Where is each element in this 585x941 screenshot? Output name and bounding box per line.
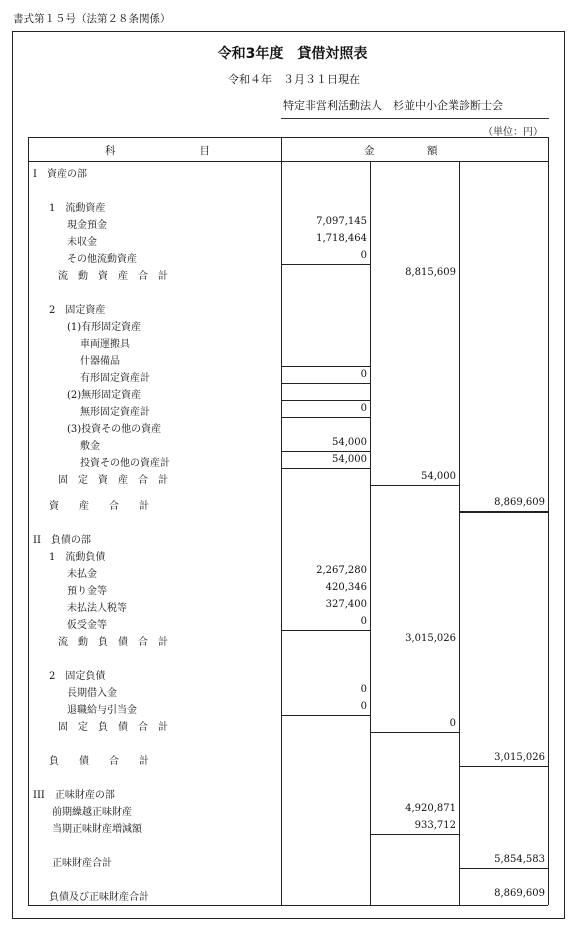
grid-vline (370, 161, 371, 905)
row-label: 長期借入金 (67, 688, 117, 699)
grid-hline (459, 868, 548, 869)
organization-name: 特定非営利活動法人 杉並中小企業診断士会 (283, 99, 503, 112)
row-label: その他流動資産 (67, 254, 137, 265)
row-label: 1 流動資産 (49, 203, 106, 214)
grid-hline (281, 417, 370, 418)
row-label: (1)有形固定資産 (67, 322, 142, 333)
header-account: 科 目 (105, 145, 210, 157)
row-label: 無形固定資産計 (80, 407, 150, 418)
grid-vline (281, 137, 282, 905)
grid-hline (28, 905, 548, 906)
amount-c3: 3,015,026 (494, 752, 545, 763)
amount-c2: 0 (449, 718, 456, 729)
row-label: 車両運搬具 (80, 339, 130, 350)
grid-hline (370, 485, 459, 486)
grid-hline (281, 366, 370, 367)
amount-c1: 327,400 (325, 599, 367, 610)
amount-c1: 0 (360, 684, 367, 695)
row-label: 什器備品 (80, 356, 120, 367)
grid-hline (281, 264, 370, 265)
amount-c2: 933,712 (414, 820, 456, 831)
amount-c1: 54,000 (332, 454, 367, 465)
form-number: 書式第１５号（法第２８条関係） (13, 13, 171, 25)
row-label: 預り金等 (67, 586, 107, 597)
row-label: I 資産の部 (33, 169, 87, 180)
grid-hline (281, 451, 370, 452)
row-label: 1 流動負債 (49, 552, 106, 563)
organization-underline (281, 118, 549, 119)
grid-hline (281, 400, 370, 401)
row-label: 投資その他の資産計 (80, 458, 170, 469)
amount-c3: 5,854,583 (494, 854, 545, 865)
row-label: 負 債 合 計 (49, 756, 149, 767)
as-of-date: 令和４年 ３月３１日現在 (228, 73, 360, 86)
amount-c1: 0 (360, 616, 367, 627)
row-label: 固 定 資 産 合 計 (58, 475, 168, 486)
amount-c2: 4,920,871 (405, 803, 456, 814)
amount-c1: 0 (360, 701, 367, 712)
grid-vline (548, 137, 549, 905)
amount-c1: 0 (360, 403, 367, 414)
amount-c3: 8,869,609 (494, 497, 545, 508)
amount-c1: 2,267,280 (316, 565, 367, 576)
row-label: 未払金 (67, 569, 97, 580)
amount-c1: 1,718,464 (316, 233, 367, 244)
row-label: 正味財産合計 (52, 858, 112, 869)
grid-hline (28, 161, 548, 162)
amount-c1: 0 (360, 369, 367, 380)
grid-hline (370, 834, 459, 835)
amount-c3: 8,869,609 (494, 888, 545, 899)
grid-hline (459, 766, 548, 767)
row-label: III 正味財産の部 (33, 790, 115, 801)
grid-hline (281, 715, 370, 716)
grid-hline (281, 383, 370, 384)
row-label: 未払法人税等 (67, 603, 127, 614)
row-label: (2)無形固定資産 (67, 390, 142, 401)
row-label: (3)投資その他の資産 (67, 424, 162, 435)
grid-vline (459, 161, 460, 905)
row-label: 退職給与引当金 (67, 705, 137, 716)
amount-c1: 54,000 (332, 437, 367, 448)
amount-c1: 0 (360, 250, 367, 261)
row-label: 現金預金 (67, 220, 107, 231)
row-label: 仮受金等 (67, 620, 107, 631)
amount-c1: 7,097,145 (316, 216, 367, 227)
row-label: 負債及び正味財産合計 (49, 892, 149, 903)
row-label: 敷金 (80, 441, 100, 452)
page-title: 令和3年度 貸借対照表 (217, 46, 368, 62)
row-label: 前期繰越正味財産 (52, 807, 132, 818)
amount-c1: 420,346 (325, 582, 367, 593)
row-label: 固 定 負 債 合 計 (58, 722, 168, 733)
amount-c2: 8,815,609 (405, 267, 456, 278)
header-amount: 金 額 (364, 145, 438, 157)
row-label: 当期正味財産増減額 (52, 824, 142, 835)
unit-label: （単位：円） (483, 127, 543, 138)
grid-hline (28, 137, 548, 138)
row-label: 流 動 負 債 合 計 (58, 637, 168, 648)
grid-hline (370, 732, 459, 733)
row-label: 未収金 (67, 237, 97, 248)
grid-hline (459, 511, 548, 513)
amount-c2: 3,015,026 (405, 633, 456, 644)
grid-hline (281, 468, 370, 469)
row-label: II 負債の部 (33, 535, 91, 546)
grid-hline (281, 630, 370, 631)
row-label: 資 産 合 計 (49, 501, 149, 512)
row-label: 有形固定資産計 (80, 373, 150, 384)
row-label: 2 固定負債 (49, 671, 106, 682)
grid-vline (28, 137, 29, 905)
row-label: 流 動 資 産 合 計 (58, 271, 168, 282)
row-label: 2 固定資産 (49, 305, 106, 316)
amount-c2: 54,000 (421, 471, 456, 482)
